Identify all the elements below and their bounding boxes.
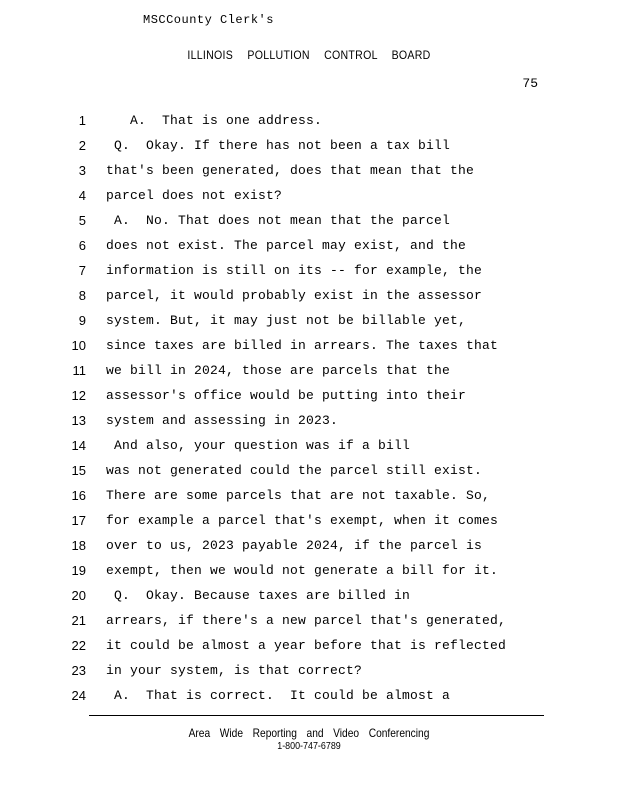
line-number: 5 (78, 213, 86, 228)
transcript-line (0, 537, 618, 562)
line-text: we bill in 2024, those are parcels that the (106, 363, 451, 378)
line-number: 1 (78, 113, 86, 128)
line-text: system and assessing in 2023. (106, 413, 339, 428)
line-number: 18 (71, 538, 86, 553)
page-title: ILLINOIS POLLUTION CONTROL BOARD (187, 50, 431, 62)
footer-phone: 1-800-747-6789 (277, 740, 341, 752)
line-text: does not exist. The parcel may exist, and the (106, 238, 467, 253)
transcript-line (0, 687, 618, 712)
line-number: 12 (71, 388, 86, 403)
transcript-line (0, 387, 618, 412)
line-number: 22 (71, 638, 86, 653)
line-number: 19 (71, 563, 86, 578)
line-text: it could be almost a year before that is reflected (106, 638, 507, 653)
transcript-line (0, 612, 618, 637)
transcript-line (0, 237, 618, 262)
line-number: 23 (71, 663, 86, 678)
transcript-line (0, 137, 618, 162)
transcript-line (0, 162, 618, 187)
line-text: Q. Okay. If there has not been a tax bill (106, 138, 451, 153)
line-number: 21 (71, 613, 86, 628)
line-number: 16 (71, 488, 86, 503)
line-number: 8 (78, 288, 86, 303)
footer-divider (89, 715, 544, 716)
line-number: 7 (78, 263, 86, 278)
transcript-line (0, 212, 618, 237)
line-number: 10 (71, 338, 86, 353)
line-text: over to us, 2023 payable 2024, if the parcel is (106, 538, 483, 553)
line-text: system. But, it may just not be billable yet, (106, 313, 467, 328)
transcript-line (0, 487, 618, 512)
transcript-line (0, 662, 618, 687)
line-number: 11 (72, 363, 86, 378)
line-text: exempt, then we would not generate a bill for it. (106, 563, 499, 578)
line-text: for example a parcel that's exempt, when it comes (106, 513, 499, 528)
line-text: assessor's office would be putting into their (106, 388, 467, 403)
transcript-line (0, 462, 618, 487)
line-number: 6 (78, 238, 86, 253)
transcript-line (0, 562, 618, 587)
page-number: 75 (522, 76, 538, 91)
line-text: And also, your question was if a bill (106, 438, 411, 453)
line-text: in your system, is that correct? (106, 663, 363, 678)
transcript-line (0, 412, 618, 437)
transcript-line (0, 112, 618, 137)
transcript-line (0, 262, 618, 287)
line-number: 3 (78, 163, 86, 178)
line-number: 2 (78, 138, 86, 153)
line-number: 20 (71, 588, 86, 603)
line-text: There are some parcels that are not taxable. So, (106, 488, 491, 503)
transcript-line (0, 187, 618, 212)
line-text: arrears, if there's a new parcel that's generated, (106, 613, 507, 628)
line-number: 14 (71, 438, 86, 453)
line-text: that's been generated, does that mean that the (106, 163, 475, 178)
line-number: 13 (71, 413, 86, 428)
line-text: was not generated could the parcel still exist. (106, 463, 483, 478)
line-text: since taxes are billed in arrears. The taxes that (106, 338, 499, 353)
line-number: 4 (78, 188, 86, 203)
transcript-line (0, 437, 618, 462)
line-text: A. No. That does not mean that the parcel (106, 213, 451, 228)
line-number: 9 (78, 313, 86, 328)
line-number: 24 (71, 688, 86, 703)
transcript-line (0, 637, 618, 662)
footer-company: Area Wide Reporting and Video Conferencing (188, 726, 430, 740)
line-text: parcel, it would probably exist in the assessor (106, 288, 483, 303)
line-text: A. That is one address. (106, 113, 323, 128)
line-text: A. That is correct. It could be almost a (106, 688, 451, 703)
transcript-line (0, 512, 618, 537)
line-text: information is still on its -- for example, the (106, 263, 483, 278)
line-text: parcel does not exist? (106, 188, 283, 203)
line-number: 17 (71, 513, 86, 528)
transcript-line (0, 287, 618, 312)
transcript-line (0, 362, 618, 387)
line-text: Q. Okay. Because taxes are billed in (106, 588, 411, 603)
transcript-line (0, 587, 618, 612)
header-top-left: MSCCounty Clerk's (143, 13, 274, 27)
transcript-line (0, 312, 618, 337)
transcript-line (0, 337, 618, 362)
line-number: 15 (71, 463, 86, 478)
